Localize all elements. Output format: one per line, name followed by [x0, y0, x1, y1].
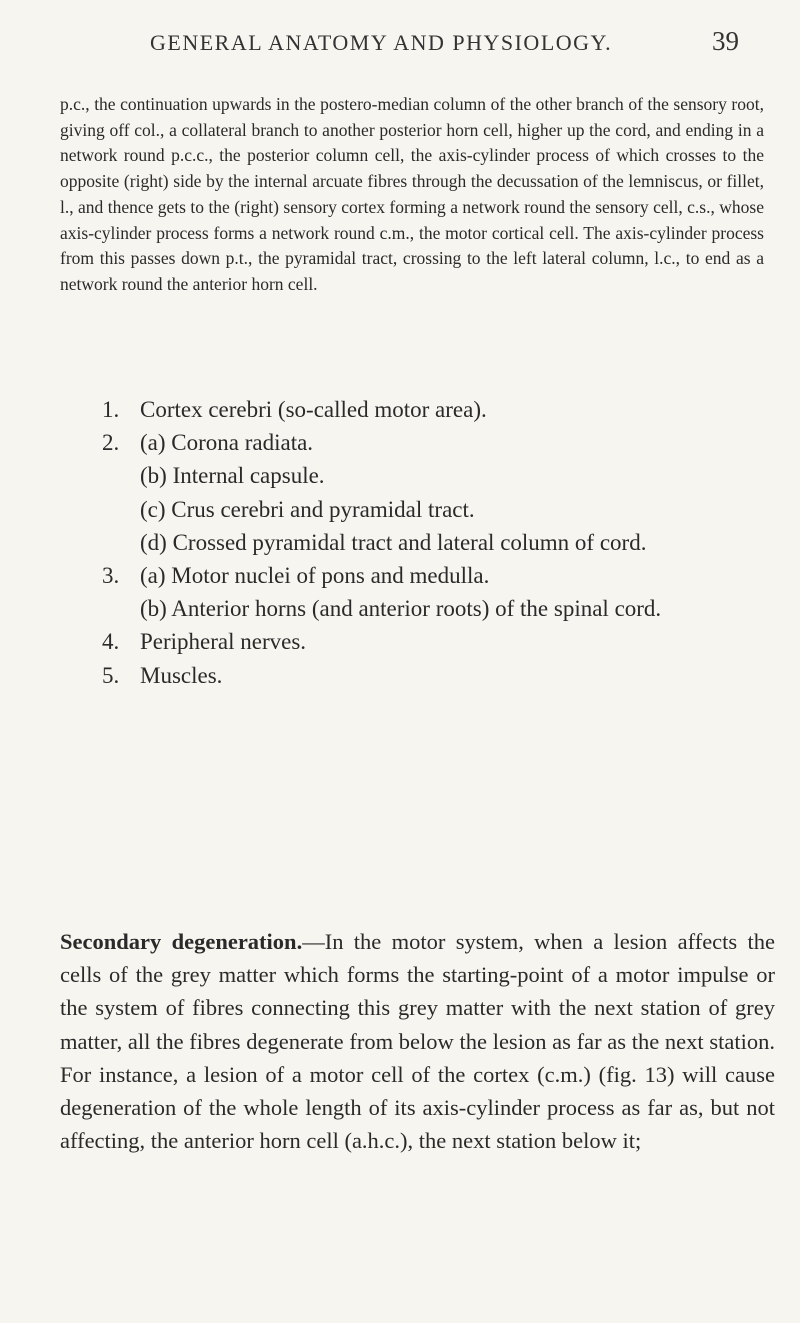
- list-number: 4.: [102, 629, 120, 655]
- list-text: (a) Motor nuclei of pons and medulla.: [140, 563, 490, 589]
- list-item: [102, 526, 772, 559]
- list-text: (a) Corona radiata.: [140, 430, 314, 456]
- secondary-text: —In the motor system, when a lesion affects the cells of the grey matter which forms the starting-point of a motor impulse or the system of fibres connecting this grey matter with the next station of grey matter, all the fibres degenerate from below the lesion as far as the next station. For instance, a lesion of a motor cell of the cortex (c.m.) (fig. 13) will cause degeneration of the whole length of its axis-cylinder process as far as, but not affecting, the anterior horn cell (a.h.c.), the next station below it;: [60, 929, 776, 1154]
- list-text: (b) Anterior horns (and anterior roots) of the spinal cord.: [140, 596, 662, 622]
- list-number: 3.: [102, 563, 120, 589]
- list-text: (b) Internal capsule.: [140, 463, 325, 489]
- secondary-paragraph-text: [60, 925, 775, 1157]
- list-text: (c) Crus cerebri and pyramidal tract.: [140, 496, 475, 522]
- list-item: [102, 659, 772, 692]
- list-number: 2.: [102, 430, 120, 456]
- intro-paragraph: [60, 92, 764, 298]
- list-number: 1.: [102, 397, 120, 422]
- list-item: [102, 426, 772, 459]
- list-item: [102, 592, 772, 625]
- list-item: [102, 559, 772, 592]
- list-number: 5.: [102, 662, 120, 688]
- list-text: (d) Crossed pyramidal tract and lateral column of cord.: [140, 529, 647, 555]
- list-text: Muscles.: [140, 662, 223, 688]
- list-item: [102, 393, 772, 426]
- motor-path-list: [102, 393, 772, 692]
- list-item: [102, 493, 772, 526]
- list-item: [102, 459, 772, 492]
- secondary-degeneration-paragraph: [60, 925, 775, 1157]
- list-text: Peripheral nerves.: [140, 629, 307, 655]
- list-item: [102, 625, 772, 658]
- running-title: GENERAL ANATOMY AND PHYSIOLOGY.: [150, 30, 613, 55]
- list-text: Cortex cerebri (so-called motor area).: [140, 397, 487, 422]
- page-number: 39: [712, 26, 739, 56]
- intro-text: p.c., the continuation upwards in the postero-median column of the other branch of the sensory root, giving off col., a collateral branch to another posterior horn cell, higher up the cord, and ending in a network round p.c.c., the posterior column cell, the axis-cylinder process of which crosses to the opposite (right) side by the internal arcuate fibres through the decussation of the lemniscus, or fillet, l., and thence gets to the (right) sensory cortex forming a network round the sensory cell, c.s., whose axis-cylinder process forms a network round c.m., the motor cortical cell. The axis-cylinder process from this passes down p.t., the pyramidal tract, crossing to the left lateral column, l.c., to end as a network round the anterior horn cell.: [60, 94, 764, 294]
- secondary-heading: Secondary degeneration.: [60, 929, 303, 954]
